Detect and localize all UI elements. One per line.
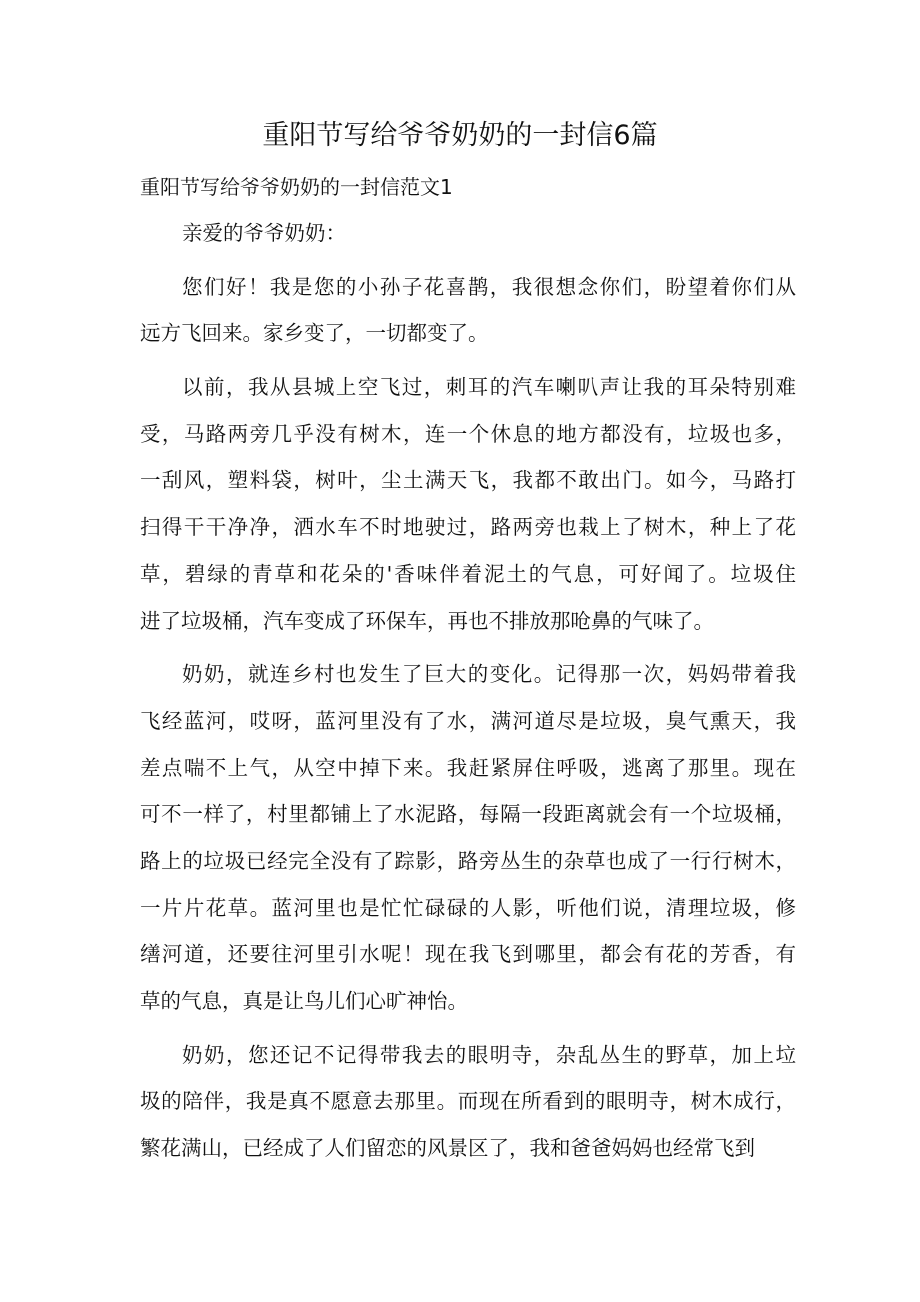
paragraph-line: 路上的垃圾已经完全没有了踪影，路旁丛生的杂草也成了一行行树木， — [140, 848, 796, 873]
paragraph-line: 草，碧绿的青草和花朵的'香味伴着泥土的气息，可好闻了。垃圾住 — [140, 561, 796, 586]
paragraph-line: 繁花满山，已经成了人们留恋的风景区了，我和爸爸妈妈也经常飞到 — [140, 1136, 755, 1161]
document-subtitle: 重阳节写给爷爷奶奶的一封信范文1 — [140, 175, 453, 199]
paragraph-line: 您们好！我是您的小孙子花喜鹊，我很想念你们，盼望着你们从 — [182, 274, 796, 299]
paragraph — [140, 216, 796, 263]
paragraph-line: 进了垃圾桶，汽车变成了环保车，再也不排放那呛鼻的气味了。 — [140, 608, 714, 633]
paragraph-line: 草的气息，真是让鸟儿们心旷神怡。 — [140, 989, 468, 1013]
paragraph — [140, 270, 796, 363]
paragraph-line: 可不一样了，村里都铺上了水泥路，每隔一段距离就会有一个垃圾桶， — [140, 802, 796, 827]
paragraph-line: 一刮风，塑料袋，树叶，尘土满天飞，我都不敢出门。如今，马路打 — [140, 468, 796, 493]
paragraph-line: 远方飞回来。家乡变了，一切都变了。 — [140, 321, 489, 346]
paragraph-line: 以前，我从县城上空飞过，刺耳的汽车喇叭声让我的耳朵特别难 — [182, 375, 796, 400]
paragraph-line: 差点喘不上气，从空中掉下来。我赶紧屏住呼吸，逃离了那里。现在 — [140, 755, 796, 780]
paragraph-line: 扫得干干净净，洒水车不时地驶过，路两旁也栽上了树木，种上了花 — [140, 515, 796, 540]
paragraph — [140, 370, 796, 650]
paragraph-line: 缮河道，还要往河里引水呢！现在我飞到哪里，都会有花的芳香，有 — [140, 942, 796, 967]
document-title: 重阳节写给爷爷奶奶的一封信6篇 — [262, 120, 658, 151]
paragraph-line: 飞经蓝河，哎呀，蓝河里没有了水，满河道尽是垃圾，臭气熏天，我 — [140, 708, 796, 733]
paragraph-line: 奶奶，您还记不记得带我去的眼明寺，杂乱丛生的野草，加上垃 — [182, 1042, 796, 1067]
paragraph — [140, 1038, 796, 1178]
paragraph-line: 一片片花草。蓝河里也是忙忙碌碌的人影，听他们说，清理垃圾，修 — [140, 895, 796, 920]
paragraph-line: 圾的陪伴，我是真不愿意去那里。而现在所看到的眼明寺，树木成行， — [140, 1089, 796, 1114]
paragraph — [140, 657, 796, 1031]
paragraph-line: 受，马路两旁几乎没有树木，连一个休息的地方都没有，垃圾也多， — [140, 421, 796, 446]
paragraph-line: 奶奶，就连乡村也发生了巨大的变化。记得那一次，妈妈带着我 — [182, 662, 796, 687]
letter-body — [140, 216, 796, 1185]
paragraph-line: 亲爱的爷爷奶奶： — [182, 221, 346, 245]
